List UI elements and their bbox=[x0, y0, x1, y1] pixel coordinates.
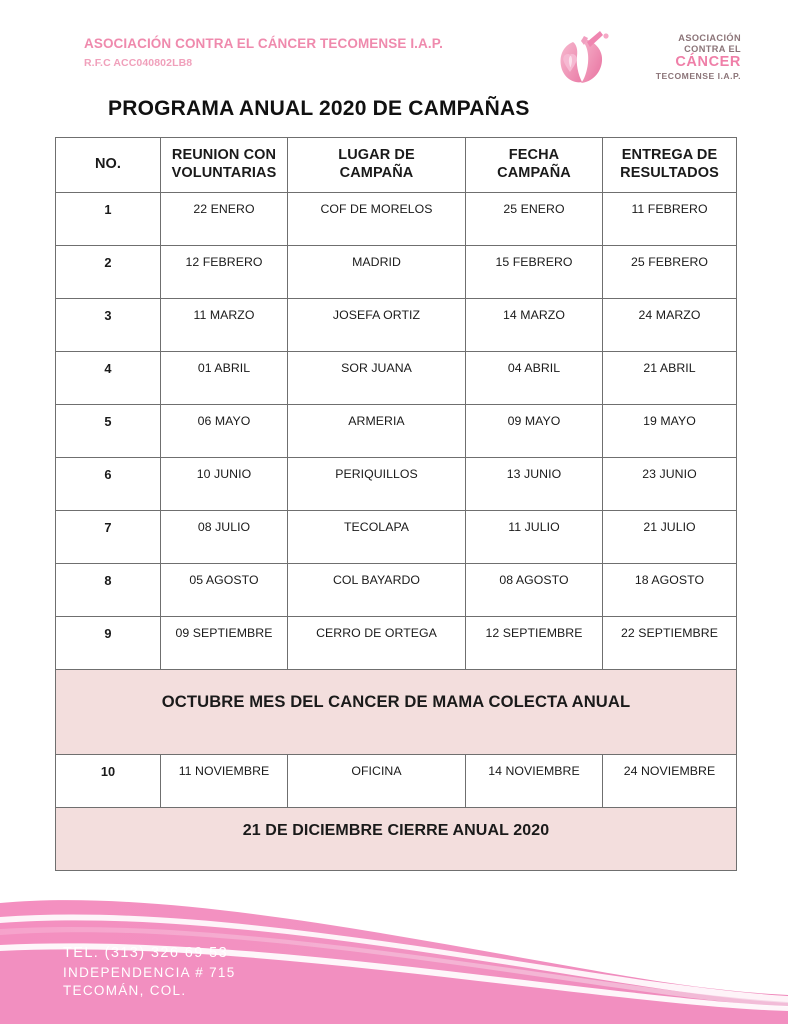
footer-city: TECOMÁN, COL. bbox=[63, 982, 187, 998]
cell-fecha: 12 SEPTIEMBRE bbox=[466, 617, 603, 670]
cell-no: 1 bbox=[56, 193, 161, 246]
cell-fecha: 11 JULIO bbox=[466, 511, 603, 564]
cell-lugar: SOR JUANA bbox=[288, 352, 466, 405]
organization-logo bbox=[551, 28, 741, 92]
cell-entrega: 11 FEBRERO bbox=[603, 193, 737, 246]
cell-fecha: 09 MAYO bbox=[466, 405, 603, 458]
cell-reunion: 11 MARZO bbox=[161, 299, 288, 352]
table-row bbox=[56, 193, 737, 246]
logo-line-2: CONTRA EL bbox=[684, 43, 741, 54]
cell-lugar: OFICINA bbox=[288, 755, 466, 808]
banner-row-october bbox=[56, 670, 737, 755]
logo-wordmark bbox=[617, 33, 741, 81]
table-row bbox=[56, 511, 737, 564]
cell-fecha: 15 FEBRERO bbox=[466, 246, 603, 299]
column-header-reunion-line1: REUNION CON bbox=[171, 147, 277, 164]
column-header-fecha-line2: CAMPAÑA bbox=[497, 165, 571, 181]
column-header-lugar-line2: CAMPAÑA bbox=[339, 165, 414, 181]
cell-no: 7 bbox=[56, 511, 161, 564]
cell-entrega: 22 SEPTIEMBRE bbox=[603, 617, 737, 670]
cell-lugar: COL BAYARDO bbox=[288, 564, 466, 617]
cell-fecha: 08 AGOSTO bbox=[466, 564, 603, 617]
annual-campaign-schedule-table bbox=[55, 137, 737, 871]
cell-fecha: 14 NOVIEMBRE bbox=[466, 755, 603, 808]
table-row bbox=[56, 352, 737, 405]
organization-rfc: R.F.C ACC040802LB8 bbox=[84, 56, 193, 69]
cell-lugar: JOSEFA ORTIZ bbox=[288, 299, 466, 352]
cell-reunion: 05 AGOSTO bbox=[161, 564, 288, 617]
cell-reunion: 11 NOVIEMBRE bbox=[161, 755, 288, 808]
cell-lugar: COF DE MORELOS bbox=[288, 193, 466, 246]
column-header-reunion bbox=[161, 138, 288, 193]
table-row bbox=[56, 299, 737, 352]
cell-lugar: MADRID bbox=[288, 246, 466, 299]
cell-reunion: 12 FEBRERO bbox=[161, 246, 288, 299]
footer-address: INDEPENDENCIA # 715 bbox=[63, 964, 236, 980]
cell-lugar: ARMERIA bbox=[288, 405, 466, 458]
column-header-fecha bbox=[466, 138, 603, 193]
table-row bbox=[56, 458, 737, 511]
cell-entrega: 24 MARZO bbox=[603, 299, 737, 352]
cell-no: 6 bbox=[56, 458, 161, 511]
column-header-lugar-line1: LUGAR DE bbox=[338, 147, 415, 164]
table-row bbox=[56, 617, 737, 670]
cell-reunion: 06 MAYO bbox=[161, 405, 288, 458]
cell-no: 2 bbox=[56, 246, 161, 299]
banner-text-october: OCTUBRE MES DEL CANCER DE MAMA COLECTA ANUAL bbox=[161, 692, 631, 711]
cell-no: 5 bbox=[56, 405, 161, 458]
organization-header bbox=[84, 36, 524, 69]
cell-entrega: 25 FEBRERO bbox=[603, 246, 737, 299]
cell-reunion: 08 JULIO bbox=[161, 511, 288, 564]
cell-no: 10 bbox=[56, 755, 161, 808]
pink-ribbon-figure-icon bbox=[551, 30, 615, 88]
cell-entrega: 21 JULIO bbox=[603, 511, 737, 564]
logo-line-1: ASOCIACIÓN bbox=[678, 33, 741, 43]
banner-cell-december bbox=[56, 808, 737, 871]
page-title: PROGRAMA ANUAL 2020 DE CAMPAÑAS bbox=[108, 97, 530, 120]
column-header-no-line1: NO. bbox=[94, 156, 122, 173]
cell-reunion: 22 ENERO bbox=[161, 193, 288, 246]
column-header-entrega-line2: RESULTADOS bbox=[620, 165, 719, 181]
cell-no: 9 bbox=[56, 617, 161, 670]
logo-line-4: TECOMENSE I.A.P. bbox=[655, 70, 741, 81]
logo-line-3: CÁNCER bbox=[675, 53, 741, 70]
column-header-reunion-line2: VOLUNTARIAS bbox=[171, 165, 277, 181]
column-header-entrega-line1: ENTREGA DE bbox=[621, 147, 718, 164]
table-row bbox=[56, 755, 737, 808]
table-header-row bbox=[56, 138, 737, 193]
cell-fecha: 14 MARZO bbox=[466, 299, 603, 352]
cell-fecha: 13 JUNIO bbox=[466, 458, 603, 511]
column-header-entrega bbox=[603, 138, 737, 193]
table-row bbox=[56, 405, 737, 458]
cell-no: 4 bbox=[56, 352, 161, 405]
cell-entrega: 18 AGOSTO bbox=[603, 564, 737, 617]
column-header-no bbox=[56, 138, 161, 193]
column-header-lugar bbox=[288, 138, 466, 193]
cell-reunion: 09 SEPTIEMBRE bbox=[161, 617, 288, 670]
table-body bbox=[56, 193, 737, 871]
cell-entrega: 19 MAYO bbox=[603, 405, 737, 458]
cell-lugar: CERRO DE ORTEGA bbox=[288, 617, 466, 670]
cell-lugar: TECOLAPA bbox=[288, 511, 466, 564]
column-header-fecha-line1: FECHA bbox=[508, 147, 560, 164]
footer-phone: TEL. (313) 326 69 53 bbox=[63, 945, 229, 962]
cell-fecha: 04 ABRIL bbox=[466, 352, 603, 405]
cell-reunion: 10 JUNIO bbox=[161, 458, 288, 511]
banner-text-december: 21 DE DICIEMBRE CIERRE ANUAL 2020 bbox=[242, 822, 550, 839]
banner-cell-october bbox=[56, 670, 737, 755]
cell-entrega: 23 JUNIO bbox=[603, 458, 737, 511]
cell-entrega: 24 NOVIEMBRE bbox=[603, 755, 737, 808]
footer-contact-info bbox=[63, 944, 236, 1000]
cell-fecha: 25 ENERO bbox=[466, 193, 603, 246]
cell-entrega: 21 ABRIL bbox=[603, 352, 737, 405]
table-row bbox=[56, 246, 737, 299]
organization-name: ASOCIACIÓN CONTRA EL CÁNCER TECOMENSE I.A.P. bbox=[84, 36, 443, 51]
cell-lugar: PERIQUILLOS bbox=[288, 458, 466, 511]
cell-no: 3 bbox=[56, 299, 161, 352]
cell-no: 8 bbox=[56, 564, 161, 617]
cell-reunion: 01 ABRIL bbox=[161, 352, 288, 405]
table-row bbox=[56, 564, 737, 617]
banner-row-december bbox=[56, 808, 737, 871]
